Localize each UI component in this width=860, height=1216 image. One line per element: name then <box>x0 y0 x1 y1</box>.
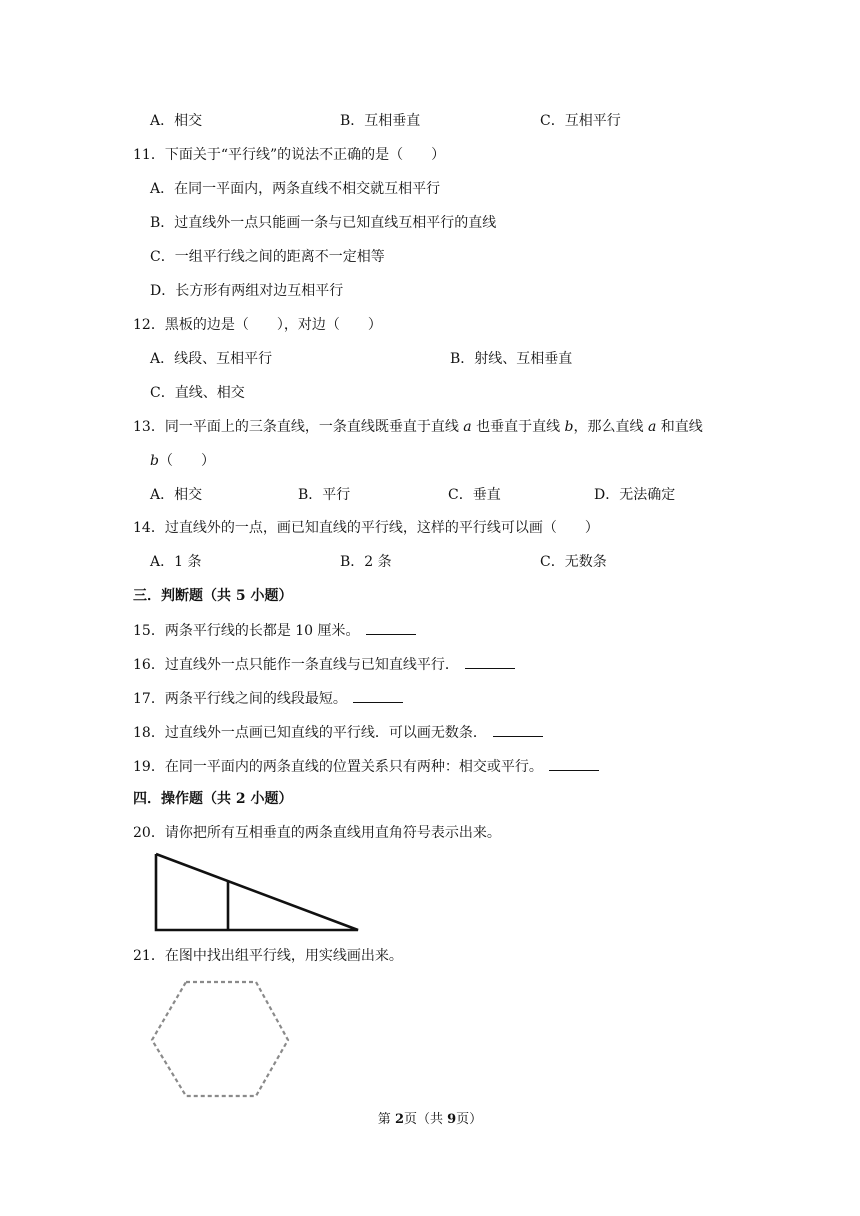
q21-dashed-hexagon-figure <box>148 976 294 1102</box>
q11-option-a: A．在同一平面内，两条直线不相交就互相平行 <box>150 181 441 197</box>
q12-option-b: B．射线、互相垂直 <box>450 351 573 367</box>
q14-option-c: C．无数条 <box>540 554 607 570</box>
q20-stem: 20．请你把所有互相垂直的两条直线用直角符号表示出来。 <box>133 825 501 841</box>
q12-option-a: A．线段、互相平行 <box>150 351 273 367</box>
judge-item-19: 19．在同一平面内的两条直线的位置关系只有两种：相交或平行。 <box>133 756 599 777</box>
section-4-heading: 四．操作题（共 2 小题） <box>133 791 293 807</box>
judge-item-15: 15．两条平行线的长都是 10 厘米。 <box>133 620 416 641</box>
q12-stem: 12．黑板的边是（ ），对边（ ） <box>133 317 382 333</box>
answer-blank[interactable] <box>353 688 403 703</box>
q21-stem: 21．在图中找出组平行线，用实线画出来。 <box>133 948 403 964</box>
q13-option-a: A．相交 <box>150 487 203 503</box>
judge-item-16: 16．过直线外一点只能作一条直线与已知直线平行． <box>133 654 515 675</box>
q13-option-d: D．无法确定 <box>594 487 676 503</box>
q14-option-b: B．2 条 <box>340 554 392 570</box>
q11-option-d: D．长方形有两组对边互相平行 <box>150 283 344 299</box>
q11-option-b: B．过直线外一点只能画一条与已知直线互相平行的直线 <box>150 215 497 231</box>
answer-blank[interactable] <box>465 654 515 669</box>
q10-option-b: B．互相垂直 <box>340 113 421 129</box>
answer-blank[interactable] <box>493 722 543 737</box>
q12-option-c: C．直线、相交 <box>150 385 245 401</box>
page-footer: 第 2页（共 9页） <box>377 1112 483 1127</box>
answer-blank[interactable] <box>549 756 599 771</box>
q14-stem: 14．过直线外的一点，画已知直线的平行线，这样的平行线可以画（ ） <box>133 520 599 536</box>
judge-item-17: 17．两条平行线之间的线段最短。 <box>133 688 403 709</box>
q13-option-b: B．平行 <box>298 487 351 503</box>
section-3-heading: 三．判断题（共 5 小题） <box>133 588 293 604</box>
q13-stem: 13．同一平面上的三条直线，一条直线既垂直于直线 a 也垂直于直线 b，那么直线 a 和直线 <box>133 419 703 435</box>
q10-option-c: C．互相平行 <box>540 113 621 129</box>
q11-stem: 11．下面关于“平行线”的说法不正确的是（ ） <box>133 147 446 163</box>
q13-stem-line2: b（ ） <box>150 453 215 469</box>
q14-option-a: A．1 条 <box>150 554 202 570</box>
q10-option-a: A．相交 <box>150 113 203 129</box>
q11-option-c: C．一组平行线之间的距离不一定相等 <box>150 249 385 265</box>
q13-option-c: C．垂直 <box>448 487 501 503</box>
judge-item-18: 18．过直线外一点画已知直线的平行线．可以画无数条． <box>133 722 543 743</box>
q20-triangle-figure <box>150 848 364 934</box>
answer-blank[interactable] <box>366 620 416 635</box>
